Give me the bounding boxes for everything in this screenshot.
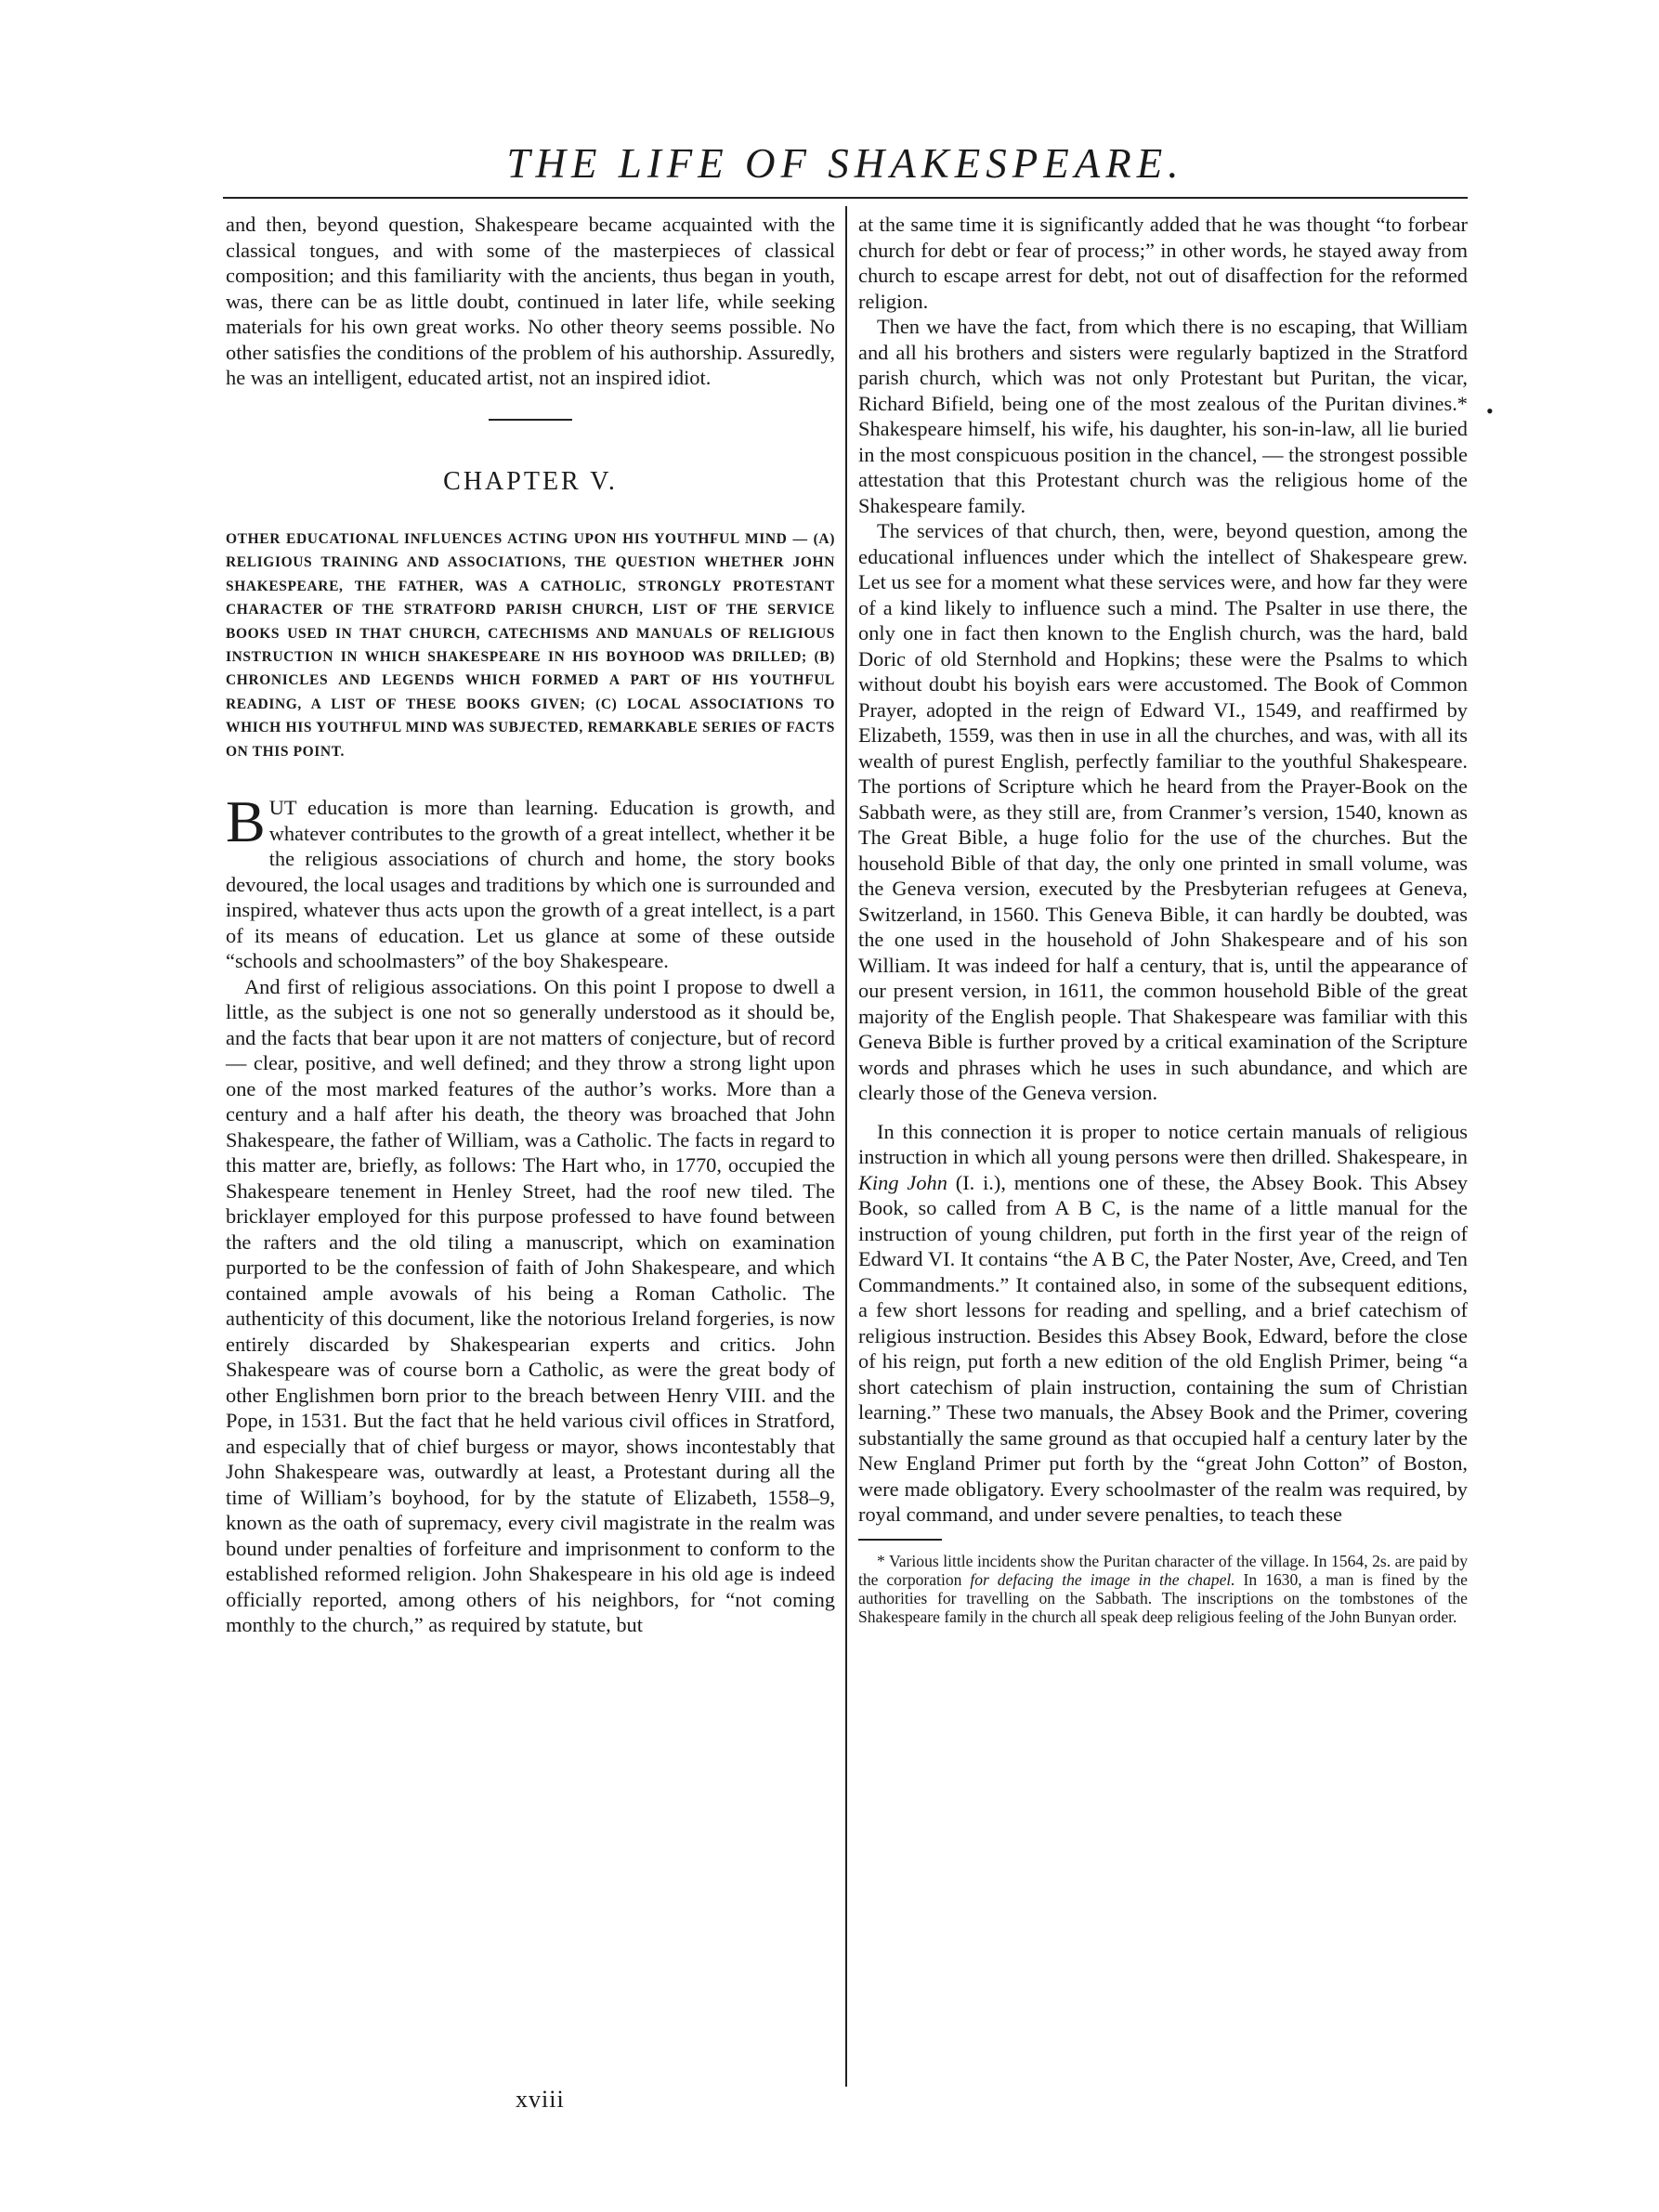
footnote-rule (858, 1539, 942, 1541)
footnote-rest: In 1630, a man is fined by the authorities for travelling on the Sabbath. The inscriptions on the tombstones of the Shakespeare family in the church all speak deep religious feeling of the John Bunyan order. (858, 1569, 1468, 1627)
chapter-title: CHAPTER V. (443, 466, 618, 496)
left-column (226, 212, 835, 1638)
chapter-summary: OTHER EDUCATIONAL INFLUENCES ACTING UPON HIS YOUTHFUL MIND — (A) RELIGIOUS TRAINING AND ASSOCIATIONS, THE QUESTION WHETHER JOHN SHAKESPEARE, THE FATHER, WAS A CATHOLIC, STRONGLY PROTESTANT CHARACTER OF THE STRATFORD PARISH CHURCH, LIST OF THE SERVICE BOOKS USED IN THAT CHURCH, CATECHISMS AND MANUALS OF RELIGIOUS INSTRUCTION IN WHICH SHAKESPEARE IN HIS BOYHOOD WAS DRILLED; (B) CHRONICLES AND LEGENDS WHICH FORMED A PART OF HIS YOUTHFUL READING, A LIST OF THESE BOOKS GIVEN; (C) LOCAL ASSOCIATIONS TO WHICH HIS YOUTHFUL MIND WAS SUBJECTED, REMARKABLE SERIES OF FACTS ON THIS POINT. (226, 531, 835, 760)
footnote-italic: for defacing the image in the chapel. (970, 1569, 1235, 1589)
right-column (858, 212, 1468, 1626)
paragraph-gap (858, 1106, 1468, 1119)
opening-paragraph: and then, beyond question, Shakespeare became acquainted with the classical tongues, and with some of the masterpieces of classical composition; and this familiarity with the ancients, thus began in youth, was, there can be as little doubt, continued in later life, while seeking materials for his own great works. No other theory seems possible. No other satisfies the conditions of the problem of his authorship. Assuredly, he was an intelligent, educated artist, not an inspired idiot. (226, 213, 835, 389)
drop-cap: B (226, 788, 266, 855)
footnote (858, 1552, 1468, 1627)
header-rule (223, 197, 1468, 199)
title-king-john: King John (858, 1170, 947, 1194)
right-paragraph-4 (858, 1119, 1468, 1528)
right-paragraph-2: Then we have the fact, from which there is no escaping, that William and all his brothers and sisters were regularly baptized in the Stratford parish church, which was not only Protestant but Puritan, the vicar, Richard Bifield, being one of the most zealous of the Puritan divines.* Shakespeare himself, his wife, his daughter, his son-in-law, all lie buried in the most conspicuous position in the chancel, — the strongest possible attestation that this Protestant church was the religious home of the Shakespeare family. (858, 315, 1468, 517)
footnote-start: * Various little incidents show the Puritan character of the village. In 1564, 2s. are paid by the corporation (858, 1551, 1468, 1589)
right-paragraph-4-start: In this connection it is proper to notice certain manuals of religious instruction in which all young persons were then drilled. Shakespeare, in (858, 1119, 1468, 1168)
chapter-paragraph-1 (226, 788, 835, 974)
column-divider (845, 206, 847, 2087)
chapter-paragraph-2: And first of religious associations. On this point I propose to dwell a little, as the subject is one not so generally understood as it should be, and the facts that bear upon it are not matters of conjecture, but of record — clear, positive, and well defined; and they throw a strong light upon one of the most marked features of the author’s works. More than a century and a half after his death, the theory was broached that John Shakespeare, the father of William, was a Catholic. The facts in regard to this matter are, briefly, as follows: The Hart who, in 1770, occupied the Shakespeare tenement in Henley Street, had the roof new tiled. The bricklayer employed for this purpose professed to have found between the rafters and the old tiling a manuscript, which on examination purported to be the confession of faith of John Shakespeare, and which contained ample avowals of his being a Roman Catholic. The authenticity of this document, like the notorious Ireland forgeries, is now entirely discarded by Shakespearian experts and critics. John Shakespeare was of course born a Catholic, as were the great body of other Englishmen born prior to the breach between Henry VIII. and the Pope, in 1531. But the fact that he held various civil offices in Stratford, and especially that of chief burgess or mayor, shows incontestably that John Shakespeare was, outwardly at least, a Protestant during all the time of William’s boyhood, for by the statute of Elizabeth, 1558–9, known as the oath of supremacy, every civil magistrate in the realm was bound under penalties of forfeiture and imprisonment to conform to the established reformed religion. John Shakespeare in his old age is indeed officially reported, among others of his neighbors, for “not coming monthly to the church,” as required by statute, but (226, 974, 835, 1637)
margin-mark: • (1486, 399, 1494, 423)
right-paragraph-1: at the same time it is significantly added that he was thought “to forbear church for debt or fear of process;” in other words, he stayed away from church to escape arrest for debt, not out of disaffection for the reformed religion. (858, 213, 1468, 313)
running-head: THE LIFE OF SHAKESPEARE. (506, 140, 1184, 187)
section-rule (489, 419, 572, 421)
right-paragraph-3: The services of that church, then, were, beyond question, among the educational influences under which the intellect of Shakespeare grew. Let us see for a moment what these services were, and how far they were of a kind likely to influence such a mind. The Psalter in use there, the only one in fact then known to the English church, was the hard, bald Doric of old Sternhold and Hopkins; these were the Psalms to which without doubt his boyish ears were accustomed. The Book of Common Prayer, adopted in the reign of Edward VI., 1549, and reaffirmed by Elizabeth, 1559, was then in use in all the churches, and was, with all its wealth of purest English, perfectly familiar to the youthful Shakespeare. The portions of Scripture which he heard from the Prayer-Book on the Sabbath were, as they still are, from Cranmer’s version, 1540, known as The Great Bible, a huge folio for the use of the churches. But the household Bible of that day, the only one printed in small volume, was the Geneva version, executed by the Presbyterian refugees at Geneva, Switzerland, in 1560. This Geneva Bible, it can hardly be doubted, was the one used in the household of John Shakespeare and of his son William. It was indeed for half a century, that is, until the appearance of our present version, in 1611, the common household Bible of the great majority of the English people. That Shakespeare was familiar with this Geneva Bible is further proved by a critical examination of the Scripture words and phrases which he uses in such abundance, and which are clearly those of the Geneva version. (858, 519, 1468, 1104)
page-number: xviii (516, 2086, 565, 2113)
right-paragraph-4-rest: (I. i.), mentions one of these, the Absey Book. This Absey Book, so called from A B C, is the name of a little manual for the instruction of young children, put forth in the first year of the reign of Edward VI. It contains “the A B C, the Pater Noster, Ave, Creed, and Ten Commandments.” It contained also, in some of the subsequent editions, a few short lessons for reading and spelling, and a brief catechism of religious instruction. Besides this Absey Book, Edward, before the close of his reign, put forth a new edition of the old English Primer, being “a short catechism of plain instruction, containing the sum of Christian learning.” These two manuals, the Absey Book and the Primer, covering substantially the same ground as that occupied half a century later by the New England Primer put forth by the “great John Cotton” of Boston, were made obligatory. Every schoolmaster of the realm was required, by royal command, and under severe penalties, to teach these (858, 1170, 1468, 1526)
chapter-paragraph-1-text: UT education is more than learning. Education is growth, and whatever contributes to the growth of a great intellect, whether it be the religious associations of church and home, the story books devoured, the local usages and traditions by which one is surrounded and inspired, whatever thus acts upon the growth of a great intellect, is a part of its means of education. Let us glance at some of these outside “schools and schoolmasters” of the boy Shakespeare. (226, 796, 835, 973)
